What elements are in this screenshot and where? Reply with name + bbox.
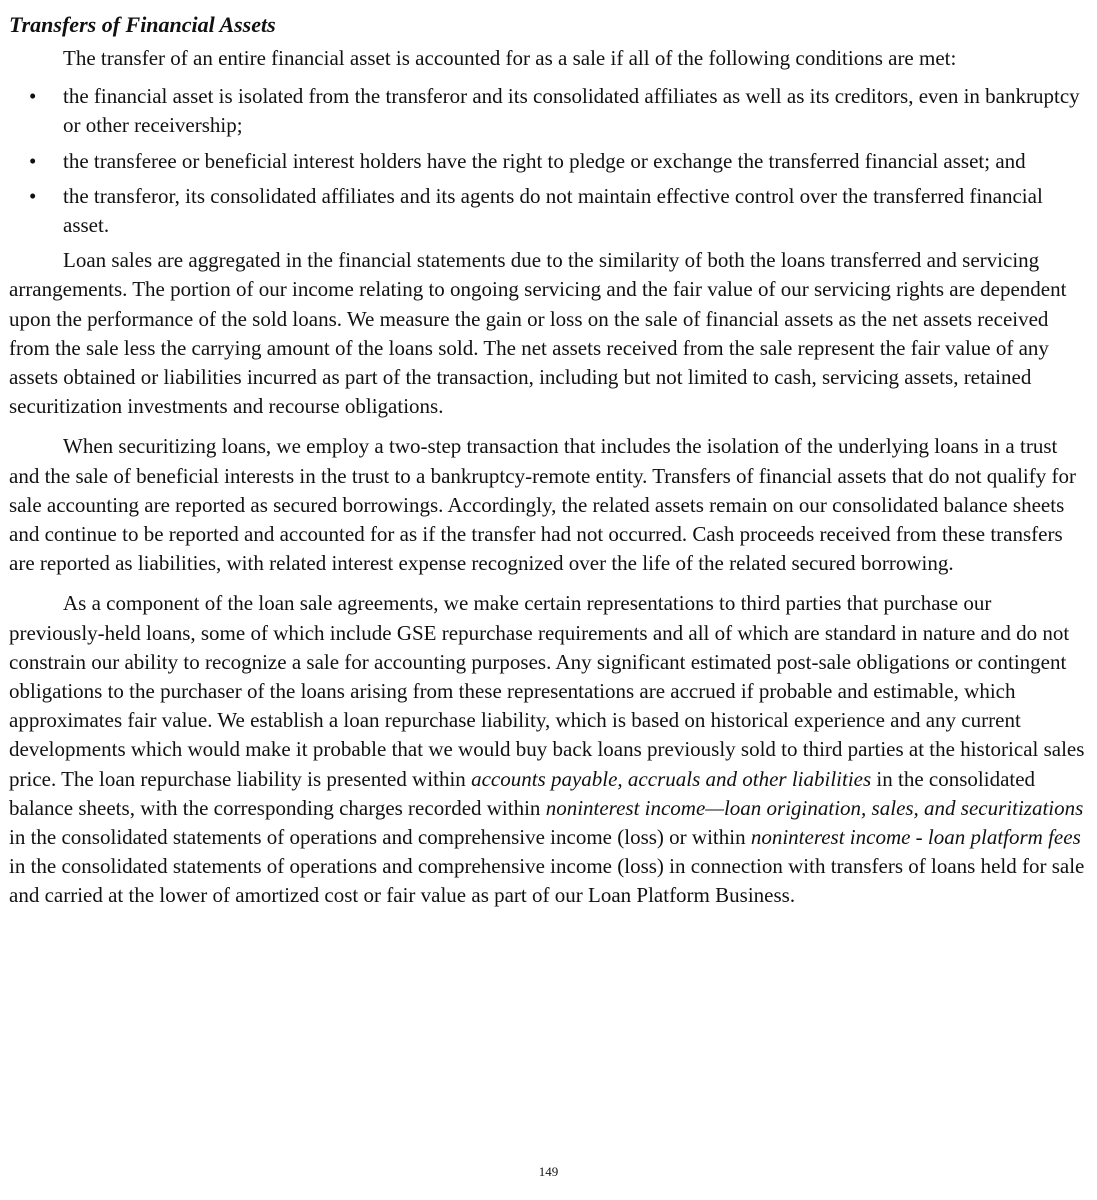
bullet-icon: • <box>29 84 37 109</box>
loan-sales-paragraph: Loan sales are aggregated in the financial statements due to the similarity of both the loans transferred and servicing arrangements. The portion of our income relating to ongoing servicing and the fair value of our servicing rights are dependent upon the performance of the sold loans. We measure the gain or loss on the sale of financial assets as the net assets received from the sale less the carrying amount of the loans sold. The net assets received from the sale represent the fair value of any assets obtained or liabilities incurred as part of the transaction, including but not limited to cash, servicing assets, retained securitization investments and recourse obligations. <box>9 248 1067 419</box>
list-item <box>9 82 1089 140</box>
repurchase-text-part: in the consolidated statements of operations and comprehensive income (loss) or within <box>9 825 751 850</box>
list-item <box>9 182 1089 240</box>
bullet-icon: • <box>29 183 37 208</box>
list-item <box>9 147 1089 176</box>
repurchase-text-part: As a component of the loan sale agreements, we make certain representations to third parties that purchase our previously-held loans, some of which include GSE repurchase requirements and all of which are standard in nature and do not constrain our ability to recognize a sale for accounting purposes. Any significant estimated post-sale obligations or contingent obligations to the purchaser of the loans arising from these representations are accrued if probable and estimable, which approximates fair value. We establish a loan repurchase liability, which is based on historical experience and any current developments which would make it probable that we would buy back loans previously sold to third parties at the historical sales price. The loan repurchase liability is presented within <box>9 591 1085 791</box>
repurchase-italic-term: noninterest income—loan origination, sales, and securitizations <box>545 795 1084 820</box>
page-number: 149 <box>538 1164 559 1179</box>
bullet-icon: • <box>29 148 37 173</box>
repurchase-paragraph <box>9 589 1089 910</box>
securitizing-paragraph: When securitizing loans, we employ a two-step transaction that includes the isolation of the underlying loans in a trust and the sale of beneficial interests in the trust to a bankruptcy-remote entity. Transfers of financial assets that do not qualify for sale accounting are reported as secured borrowings. Accordingly, the related assets remain on our consolidated balance sheets and continue to be reported and accounted for as if the transfer had not occurred. Cash proceeds received from these transfers are reported as liabilities, with related interest expense recognized over the life of the related secured borrowing. <box>9 434 1077 576</box>
list-item-text: the transferee or beneficial interest holders have the right to pledge or exchange the transferred financial asset; and <box>63 148 1026 173</box>
repurchase-italic-term: noninterest income - loan platform fees <box>750 825 1081 850</box>
repurchase-italic-term: accounts payable, accruals and other liabilities <box>471 766 872 791</box>
document-page <box>9 10 1089 911</box>
list-item-text: the financial asset is isolated from the transferor and its consolidated affiliates as well as its creditors, even in bankruptcy or other receivership; <box>63 84 1080 138</box>
section-heading: Transfers of Financial Assets <box>9 12 276 37</box>
repurchase-text-part: in the consolidated balance sheets, with the corresponding charges recorded within <box>9 766 1036 820</box>
repurchase-text-part: in the consolidated statements of operations and comprehensive income (loss) in connection with transfers of loans held for sale and carried at the lower of amortized cost or fair value as part of our Loan Platform Business. <box>9 854 1085 908</box>
intro-paragraph: The transfer of an entire financial asset is accounted for as a sale if all of the following conditions are met: <box>63 46 957 70</box>
list-item-text: the transferor, its consolidated affiliates and its agents do not maintain effective control over the transferred financial asset. <box>63 183 1043 238</box>
conditions-list <box>9 82 1089 240</box>
